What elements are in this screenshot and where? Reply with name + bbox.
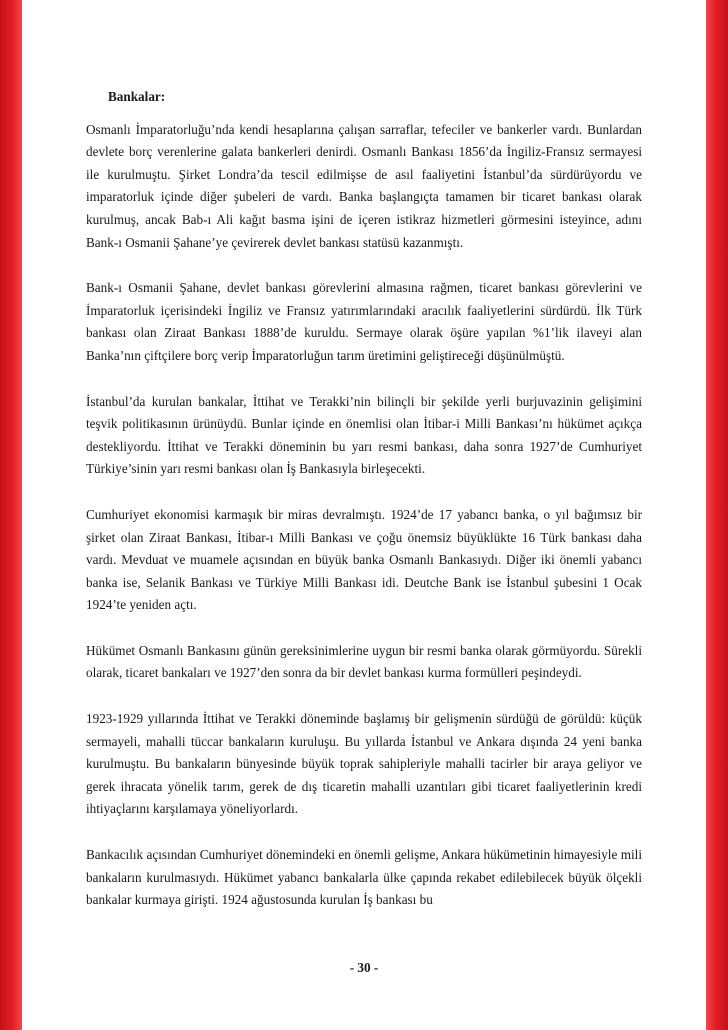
paragraph-2: Bank-ı Osmanii Şahane, devlet bankası görevlerini almasına rağmen, ticaret bankası görevlerini ve İmparatorluk içerisindeki İngiliz ve Fransız yatırımlarındaki aracılık faaliyetlerini sürdürdü. İlk Türk bankası olan Ziraat Bankası 1888’de kuruldu. Sermaye olarak öşüre yapılan %1’lik ilaveyi alan Banka’nın çiftçilere borç verip İmparatorluğun tarım üretimini geliştireceği düşünülmüştü. <box>86 280 642 363</box>
page-number: - 30 - <box>349 960 379 975</box>
paragraph-6: 1923-1929 yıllarında İttihat ve Terakki döneminde başlamış bir gelişmenin sürdüğü de görüldü: küçük sermayeli, mahalli tüccar bankaların kuruluşu. Bu yıllarda İstanbul ve Ankara dışında 24 yeni banka kurulmuştu. Bu bankaların bünyesinde büyük toprak sahipleriyle mahalli tacirler bir araya geliyor ve gerek ihracata yönelik tarım, gerek de dış ticaretin mahalli uzantıları gibi ticaret faaliyetlerinin kredi ihtiyaçlarını karşılamaya yöneliyorlardı. <box>86 711 642 817</box>
paragraph-1: Osmanlı İmparatorluğu’nda kendi hesaplarına çalışan sarraflar, tefeciler ve bankerler vardı. Bunlardan devlete borç verenlerine galata bankerleri denirdi. Osmanlı Bankası 1856’da İngiliz-Fransız sermayesi ile kurulmuştu. Şirket Londra’da tescil edilmişse de asıl faaliyetini İstanbul’da sürdürüyordu ve imparatorluk içinde diğer şubeleri de vardı. Banka başlangıçta tamamen bir ticaret bankası olarak kurulmuş, ancak Bab-ı Ali kağıt basma işini de içeren istikraz hizmetleri görmesini isteyince, adını Bank-ı Osmanii Şahane’ye çevirerek devlet bankası statüsü kazanmıştı. <box>86 121 642 250</box>
paragraph-4: Cumhuriyet ekonomisi karmaşık bir miras devralmıştı. 1924’de 17 yabancı banka, o yıl bağımsız bir şirket olan Ziraat Bankası, İtibar-ı Milli Bankası ve çoğu önemsiz büyüklükte 16 Türk bankası daha vardı. Mevduat ve muamele açısından en büyük banka Osmanlı Bankasıydı. Diğer iki önemli yabancı banka ise, Selanik Bankası ve Türkiye Milli Bankası idi. Deutche Bank ise İstanbul şubesini 1 Ocak 1924’te yeniden açtı. <box>86 506 642 613</box>
left-red-border <box>0 0 22 1030</box>
page-content <box>86 86 642 935</box>
paragraph-7: Bankacılık açısından Cumhuriyet dönemindeki en önemli gelişme, Ankara hükümetinin himayesiyle mili bankaların kurulmasıydı. Hükümet yabancı bankalarla ülke çapında rekabet edilebilecek büyük ölçekli bankalar kurmaya girişti. 1924 ağustosunda kurulan İş bankası bu <box>86 847 642 908</box>
paragraph-3: İstanbul’da kurulan bankalar, İttihat ve Terakki’nin bilinçli bir şekilde yerli burjuvazinin gelişimini teşvik politikasının ürünüydü. Bunlar içinde en önemlisi olan İtibar-i Milli Bankası’nı hükümet açıkça destekliyordu. İttihat ve Terakki döneminin bu yarı resmi bankası, daha sonra 1927’de Cumhuriyet Türkiye’sinin yarı resmi bankası olan İş Bankasıyla birleşecekti. <box>86 393 642 477</box>
right-red-border <box>706 0 728 1030</box>
section-heading: Bankalar: <box>108 89 166 104</box>
paragraph-5: Hükümet Osmanlı Bankasını günün gereksinimlerine uygun bir resmi banka olarak görmüyordu. Sürekli olarak, ticaret bankaları ve 1927’den sonra da bir devlet bankası kurma formülleri peşindeydi. <box>86 642 642 681</box>
